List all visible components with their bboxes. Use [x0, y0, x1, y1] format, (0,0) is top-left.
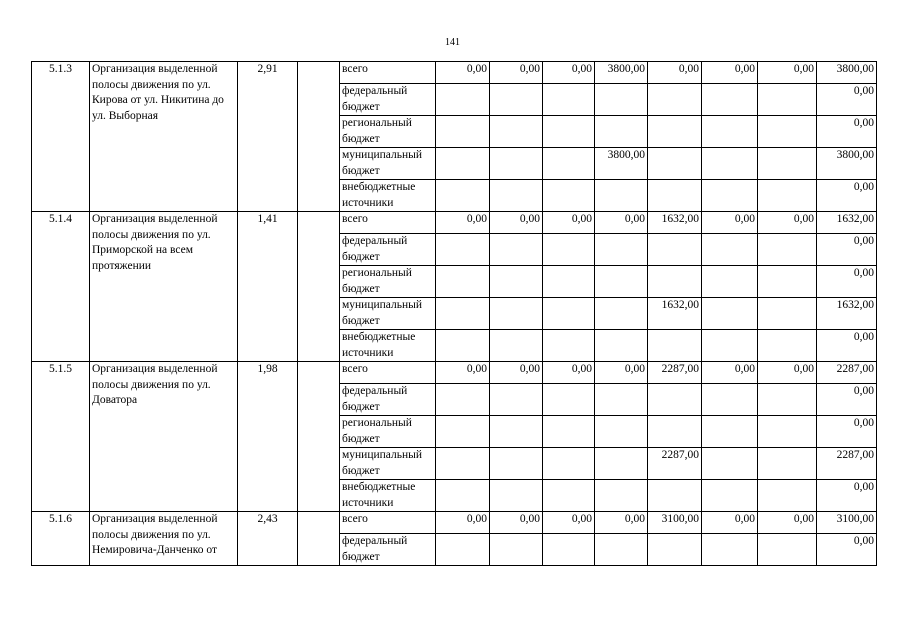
amount-cell: 3800,00 — [817, 62, 877, 84]
amount-cell: 1632,00 — [817, 212, 877, 234]
amount-cell — [595, 480, 648, 512]
amount-cell: 0,00 — [490, 362, 543, 384]
item-code: 5.1.6 — [32, 512, 90, 566]
amount-cell — [702, 116, 758, 148]
amount-cell: 0,00 — [702, 62, 758, 84]
table-body — [32, 62, 877, 566]
amount-cell — [543, 298, 595, 330]
amount-cell — [490, 148, 543, 180]
amount-cell — [758, 116, 817, 148]
amount-cell — [702, 330, 758, 362]
amount-cell: 0,00 — [817, 266, 877, 298]
amount-cell: 0,00 — [543, 62, 595, 84]
amount-cell — [758, 84, 817, 116]
amount-cell: 0,00 — [817, 84, 877, 116]
amount-cell — [543, 534, 595, 566]
amount-cell — [490, 266, 543, 298]
amount-cell: 0,00 — [436, 212, 490, 234]
funding-source: муниципальный бюджет — [340, 298, 436, 330]
amount-cell: 2287,00 — [817, 448, 877, 480]
amount-cell — [543, 480, 595, 512]
amount-cell: 1632,00 — [648, 298, 702, 330]
table-row — [32, 62, 877, 84]
amount-cell — [758, 148, 817, 180]
amount-cell: 0,00 — [817, 180, 877, 212]
amount-cell — [702, 234, 758, 266]
amount-cell: 0,00 — [817, 116, 877, 148]
amount-cell — [758, 448, 817, 480]
amount-cell: 0,00 — [436, 62, 490, 84]
amount-cell: 0,00 — [436, 362, 490, 384]
amount-cell — [436, 330, 490, 362]
amount-cell — [648, 148, 702, 180]
amount-cell: 2287,00 — [648, 448, 702, 480]
amount-cell: 0,00 — [543, 212, 595, 234]
funding-source: региональный бюджет — [340, 116, 436, 148]
amount-cell: 0,00 — [817, 384, 877, 416]
amount-cell — [436, 148, 490, 180]
amount-cell — [595, 84, 648, 116]
amount-cell: 1632,00 — [648, 212, 702, 234]
amount-cell — [758, 180, 817, 212]
amount-cell — [648, 330, 702, 362]
item-name: Организация выделенной полосы движения по ул. Приморской на всем протяжении — [90, 212, 238, 362]
amount-cell — [436, 266, 490, 298]
amount-cell — [702, 416, 758, 448]
amount-cell — [648, 266, 702, 298]
amount-cell — [543, 448, 595, 480]
amount-cell — [543, 180, 595, 212]
amount-cell — [436, 234, 490, 266]
amount-cell — [648, 234, 702, 266]
amount-cell — [758, 266, 817, 298]
amount-cell — [436, 416, 490, 448]
amount-cell — [490, 330, 543, 362]
amount-cell — [490, 448, 543, 480]
amount-cell: 0,00 — [595, 362, 648, 384]
item-code: 5.1.5 — [32, 362, 90, 512]
amount-cell — [648, 534, 702, 566]
amount-cell — [758, 384, 817, 416]
amount-cell: 2287,00 — [648, 362, 702, 384]
amount-cell — [543, 84, 595, 116]
amount-cell — [758, 298, 817, 330]
amount-cell — [490, 180, 543, 212]
item-code: 5.1.3 — [32, 62, 90, 212]
table-row — [32, 212, 877, 234]
amount-cell: 0,00 — [648, 62, 702, 84]
funding-source: всего — [340, 212, 436, 234]
amount-cell: 0,00 — [817, 330, 877, 362]
amount-cell: 3100,00 — [648, 512, 702, 534]
amount-cell: 0,00 — [702, 212, 758, 234]
funding-source: муниципальный бюджет — [340, 448, 436, 480]
amount-cell — [543, 330, 595, 362]
amount-cell — [648, 180, 702, 212]
funding-source: внебюджетные источники — [340, 330, 436, 362]
amount-cell: 0,00 — [490, 512, 543, 534]
funding-source: всего — [340, 362, 436, 384]
item-length: 1,98 — [238, 362, 298, 512]
amount-cell: 0,00 — [758, 62, 817, 84]
amount-cell — [436, 448, 490, 480]
amount-cell — [490, 416, 543, 448]
amount-cell — [490, 298, 543, 330]
item-length: 2,91 — [238, 62, 298, 212]
funding-source: региональный бюджет — [340, 416, 436, 448]
empty-cell — [298, 362, 340, 512]
amount-cell: 0,00 — [595, 212, 648, 234]
amount-cell: 0,00 — [817, 480, 877, 512]
funding-source: региональный бюджет — [340, 266, 436, 298]
amount-cell: 0,00 — [490, 62, 543, 84]
table-row — [32, 512, 877, 534]
funding-source: всего — [340, 62, 436, 84]
amount-cell — [702, 298, 758, 330]
table-row — [32, 362, 877, 384]
amount-cell — [758, 330, 817, 362]
amount-cell — [758, 234, 817, 266]
amount-cell — [595, 116, 648, 148]
amount-cell: 0,00 — [595, 512, 648, 534]
item-code: 5.1.4 — [32, 212, 90, 362]
funding-source: федеральный бюджет — [340, 234, 436, 266]
amount-cell — [490, 84, 543, 116]
amount-cell — [702, 84, 758, 116]
empty-cell — [298, 212, 340, 362]
amount-cell — [595, 416, 648, 448]
amount-cell — [648, 84, 702, 116]
amount-cell — [702, 266, 758, 298]
amount-cell — [543, 116, 595, 148]
budget-table — [31, 61, 877, 566]
amount-cell: 0,00 — [543, 362, 595, 384]
amount-cell — [436, 84, 490, 116]
funding-source: муниципальный бюджет — [340, 148, 436, 180]
amount-cell — [543, 234, 595, 266]
amount-cell: 0,00 — [436, 512, 490, 534]
amount-cell: 0,00 — [758, 362, 817, 384]
amount-cell: 0,00 — [758, 212, 817, 234]
amount-cell — [702, 384, 758, 416]
funding-source: внебюджетные источники — [340, 480, 436, 512]
funding-source: всего — [340, 512, 436, 534]
amount-cell — [702, 480, 758, 512]
amount-cell — [490, 480, 543, 512]
amount-cell — [543, 148, 595, 180]
item-name: Организация выделенной полосы движения по ул. Немировича-Данченко от — [90, 512, 238, 566]
amount-cell — [595, 448, 648, 480]
amount-cell: 0,00 — [758, 512, 817, 534]
funding-source: внебюджетные источники — [340, 180, 436, 212]
amount-cell: 0,00 — [817, 234, 877, 266]
amount-cell — [648, 384, 702, 416]
amount-cell — [595, 298, 648, 330]
funding-source: федеральный бюджет — [340, 384, 436, 416]
amount-cell — [702, 148, 758, 180]
item-length: 2,43 — [238, 512, 298, 566]
amount-cell: 0,00 — [702, 362, 758, 384]
item-name: Организация выделенной полосы движения по ул. Доватора — [90, 362, 238, 512]
amount-cell — [595, 266, 648, 298]
amount-cell — [543, 266, 595, 298]
amount-cell: 3800,00 — [595, 148, 648, 180]
page-number: 141 — [445, 37, 460, 48]
amount-cell: 3800,00 — [817, 148, 877, 180]
amount-cell: 2287,00 — [817, 362, 877, 384]
amount-cell — [436, 116, 490, 148]
amount-cell: 0,00 — [543, 512, 595, 534]
funding-source: федеральный бюджет — [340, 84, 436, 116]
amount-cell — [595, 180, 648, 212]
funding-source: федеральный бюджет — [340, 534, 436, 566]
amount-cell — [543, 416, 595, 448]
empty-cell — [298, 512, 340, 566]
amount-cell — [595, 534, 648, 566]
amount-cell — [436, 534, 490, 566]
amount-cell — [648, 416, 702, 448]
amount-cell — [436, 384, 490, 416]
empty-cell — [298, 62, 340, 212]
amount-cell — [648, 480, 702, 512]
amount-cell: 3100,00 — [817, 512, 877, 534]
amount-cell: 0,00 — [817, 416, 877, 448]
amount-cell — [595, 234, 648, 266]
amount-cell — [758, 416, 817, 448]
amount-cell — [490, 534, 543, 566]
amount-cell — [490, 234, 543, 266]
amount-cell — [595, 330, 648, 362]
amount-cell — [758, 534, 817, 566]
amount-cell: 3800,00 — [595, 62, 648, 84]
amount-cell — [436, 180, 490, 212]
amount-cell — [648, 116, 702, 148]
amount-cell — [702, 534, 758, 566]
amount-cell — [543, 384, 595, 416]
amount-cell: 1632,00 — [817, 298, 877, 330]
amount-cell — [436, 480, 490, 512]
item-length: 1,41 — [238, 212, 298, 362]
amount-cell — [595, 384, 648, 416]
amount-cell: 0,00 — [817, 534, 877, 566]
amount-cell — [702, 180, 758, 212]
amount-cell — [490, 384, 543, 416]
amount-cell: 0,00 — [702, 512, 758, 534]
amount-cell — [490, 116, 543, 148]
amount-cell — [436, 298, 490, 330]
item-name: Организация выделенной полосы движения по ул. Кирова от ул. Никитина до ул. Выборная — [90, 62, 238, 212]
amount-cell — [758, 480, 817, 512]
amount-cell — [702, 448, 758, 480]
amount-cell: 0,00 — [490, 212, 543, 234]
